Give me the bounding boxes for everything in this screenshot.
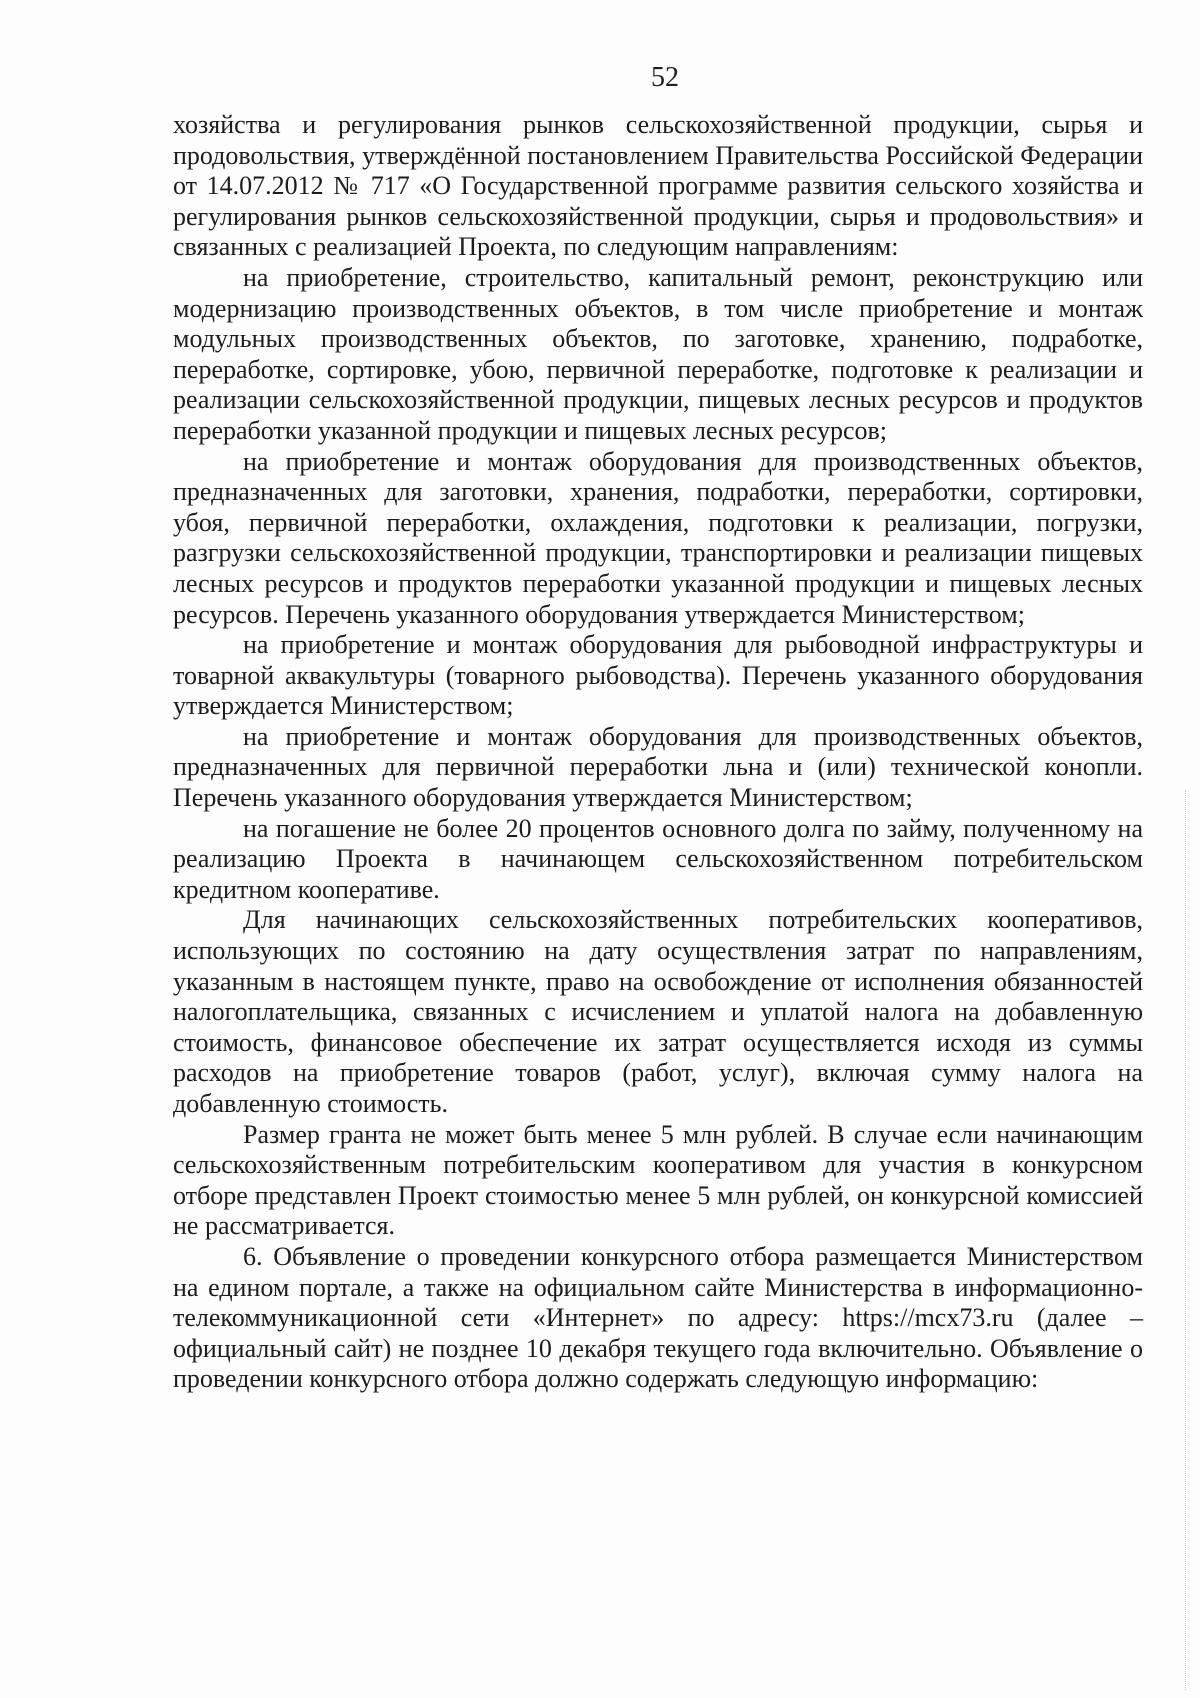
page-number: 52 <box>651 62 679 93</box>
document-body <box>173 110 1143 1395</box>
paragraph-continuation: хозяйства и регулирования рынков сельскохозяйственной продукции, сырья и продовольствия, утверждённой постановлением Правительства Российской Федерации от 14.07.2012 № 717 «О Государственной программе развития сельского хозяйства и регулирования рынков сельскохозяйственной продукции, сырья и продовольствия» и связанных с реализацией Проекта, по следующим направлениям: <box>173 110 1143 262</box>
scan-margin-marks <box>1183 790 1186 1690</box>
paragraph-equipment-processing: на приобретение и монтаж оборудования для производственных объектов, предназначенных для заготовки, хранения, подработки, переработки, сортировки, убоя, первичной переработки, охлаждения, подготовки к реализации, погрузки, разгрузки сельскохозяйственной продукции, транспортировки и реализации пищевых лесных ресурсов и продуктов переработки указанной продукции и пищевых лесных ресурсов. Перечень указанного оборудования утверждается Министерством; <box>173 446 1143 629</box>
paragraph-item-6-announcement: 6. Объявление о проведении конкурсного отбора размещается Министерством на едином портале, а также на официальном сайте Министерства в информационно-телекоммуникационной сети «Интернет» по адресу: https://mcx73.ru (далее – официальный сайт) не позднее 10 декабря текущего года включительно. Объявление о проведении конкурсного отбора должно содержать следующую информацию: <box>173 1241 1143 1394</box>
paragraph-vat-exemption: Для начинающих сельскохозяйственных потребительских кооперативов, использующих по состоянию на дату осуществления затрат по направлениям, указанным в настоящем пункте, право на освобождение от исполнения обязанностей налогоплательщика, связанных с исчислением и уплатой налога на добавленную стоимость, финансовое обеспечение их затрат осуществляется исходя из суммы расходов на приобретение товаров (работ, услуг), включая сумму налога на добавленную стоимость. <box>173 905 1143 1118</box>
paragraph-equipment-flax-hemp: на приобретение и монтаж оборудования для производственных объектов, предназначенных для первичной переработки льна и (или) технической конопли. Перечень указанного оборудования утверждается Министерством; <box>173 721 1143 813</box>
paragraph-production-facilities: на приобретение, строительство, капитальный ремонт, реконструкцию или модернизацию производственных объектов, в том числе приобретение и монтаж модульных производственных объектов, по заготовке, хранению, подработке, переработке, сортировке, убою, первичной переработке, подготовке к реализации и реализации сельскохозяйственной продукции, пищевых лесных ресурсов и продуктов переработки указанной продукции и пищевых лесных ресурсов; <box>173 262 1143 445</box>
paragraph-loan-repayment: на погашение не более 20 процентов основного долга по займу, полученному на реализацию Проекта в начинающем сельскохозяйственном потребительском кредитном кооперативе. <box>173 813 1143 904</box>
paragraph-equipment-aquaculture: на приобретение и монтаж оборудования для рыбоводной инфраструктуры и товарной аквакультуры (товарного рыбоводства). Перечень указанного оборудования утверждается Министерством; <box>173 630 1143 721</box>
paragraph-grant-size: Размер гранта не может быть менее 5 млн рублей. В случае если начинающим сельскохозяйственным потребительским кооперативом для участия в конкурсном отборе представлен Проект стоимостью менее 5 млн рублей, он конкурсной комиссией не рассматривается. <box>173 1119 1143 1241</box>
